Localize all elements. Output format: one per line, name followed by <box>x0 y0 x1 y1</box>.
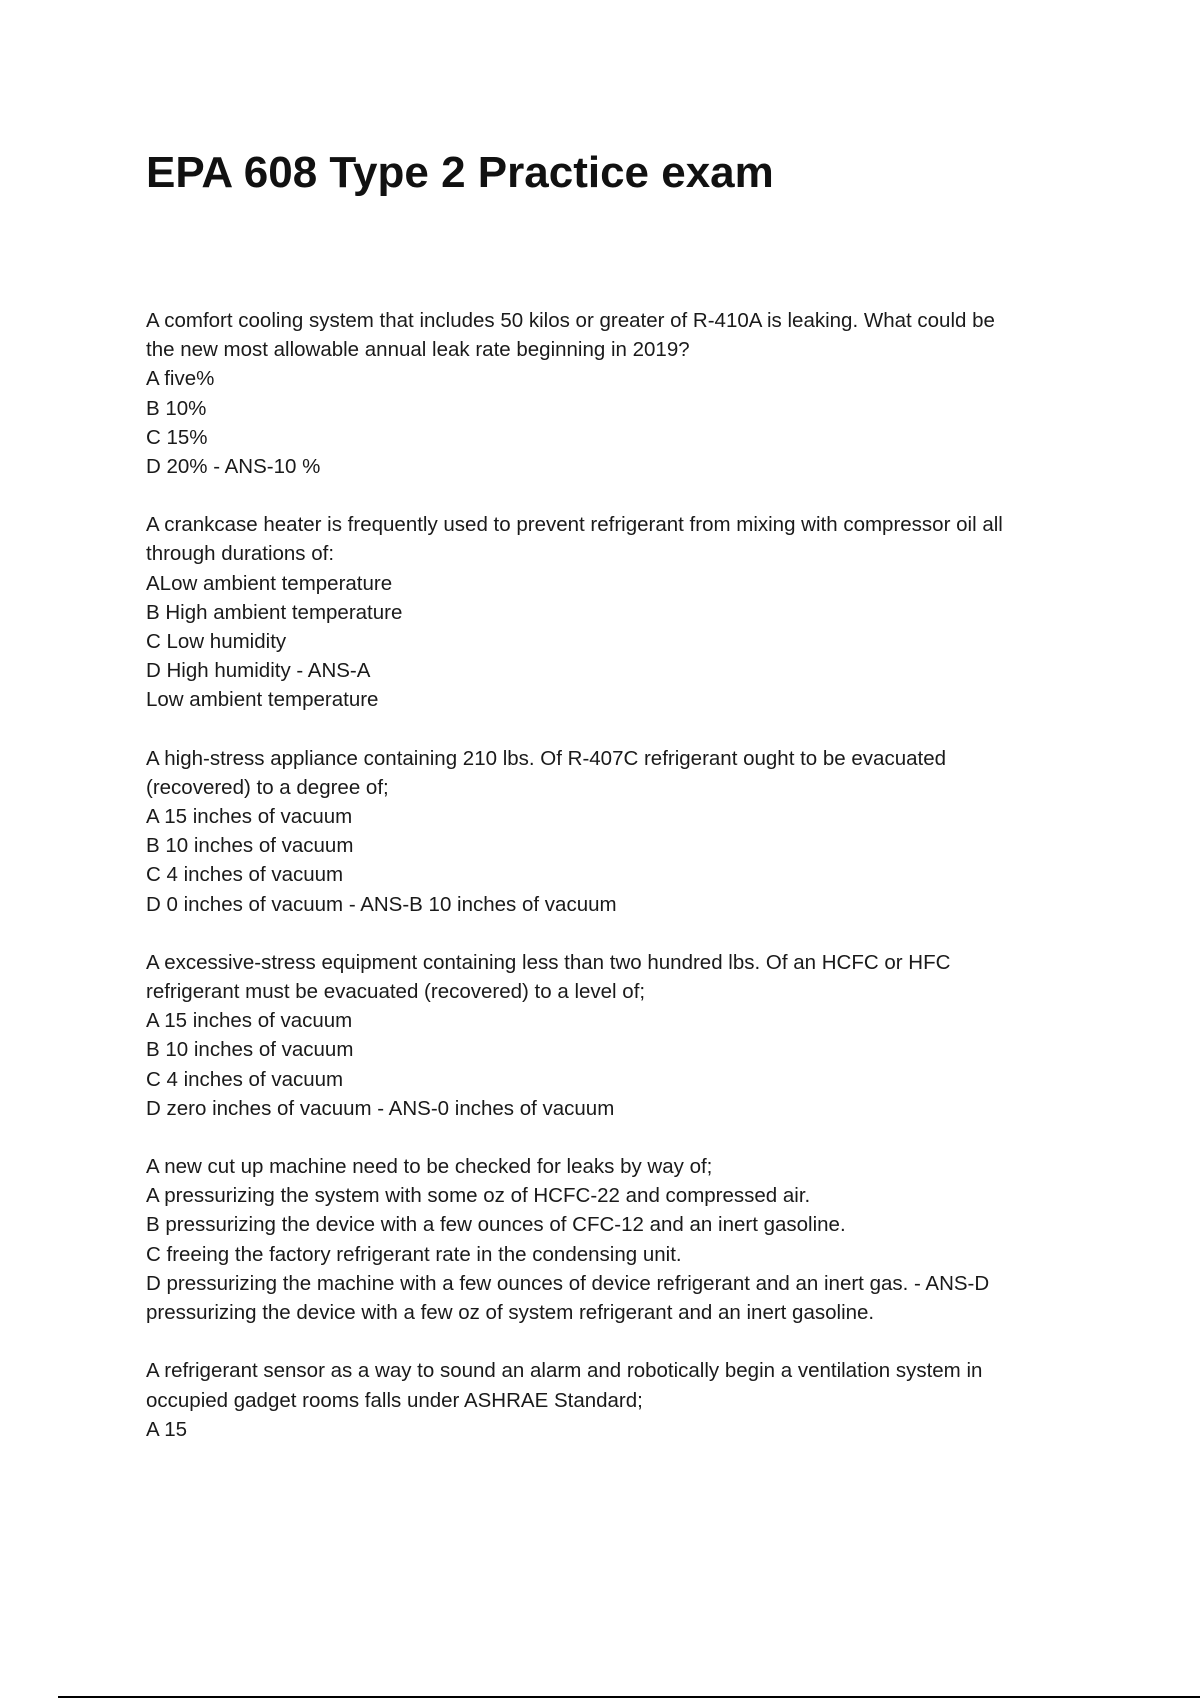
question-block-3 <box>146 744 1096 919</box>
answer-option: B pressurizing the device with a few ounces of CFC-12 and an inert gasoline. <box>146 1213 846 1237</box>
answer-option: A 15 <box>146 1417 188 1441</box>
question-block-1 <box>146 306 1096 481</box>
answer-option: A five% <box>146 367 215 391</box>
answer-option-with-key: D High humidity - ANS-A <box>146 659 371 683</box>
answer-option: C 15% <box>146 425 208 449</box>
question-block-2 <box>146 510 1096 714</box>
answer-option: B High ambient temperature <box>146 600 403 624</box>
question-block-6 <box>146 1356 1096 1444</box>
answer-key-text: pressurizing the device with a few oz of system refrigerant and an inert gasoline. <box>146 1301 875 1325</box>
question-text-line: A excessive-stress equipment containing less than two hundred lbs. Of an HCFC or HFC <box>146 950 951 974</box>
answer-option: B 10 inches of vacuum <box>146 834 354 858</box>
question-text-line: the new most allowable annual leak rate beginning in 2019? <box>146 338 690 362</box>
answer-option: A pressurizing the system with some oz of HCFC-22 and compressed air. <box>146 1184 811 1208</box>
answer-option-with-key: D pressurizing the machine with a few ounces of device refrigerant and an inert gas. - ANS-D <box>146 1271 990 1295</box>
question-text-line: refrigerant must be evacuated (recovered) to a level of; <box>146 980 646 1004</box>
question-list <box>146 306 1096 1473</box>
answer-option: C 4 inches of vacuum <box>146 863 344 887</box>
answer-option-with-key: D zero inches of vacuum - ANS-0 inches of vacuum <box>146 1096 615 1120</box>
answer-option: ALow ambient temperature <box>146 571 393 595</box>
answer-key-text: Low ambient temperature <box>146 688 379 712</box>
question-text-line: A refrigerant sensor as a way to sound an alarm and robotically begin a ventilation system in <box>146 1359 983 1383</box>
question-block-4 <box>146 948 1096 1123</box>
answer-option: A 15 inches of vacuum <box>146 1009 353 1033</box>
question-text-line: A new cut up machine need to be checked for leaks by way of; <box>146 1155 713 1179</box>
answer-option: A 15 inches of vacuum <box>146 805 353 829</box>
question-text-line: A comfort cooling system that includes 50 kilos or greater of R-410A is leaking. What could be <box>146 309 995 332</box>
answer-option: C Low humidity <box>146 630 287 654</box>
question-block-5 <box>146 1152 1096 1327</box>
answer-option: B 10 inches of vacuum <box>146 1038 354 1062</box>
answer-option: C freeing the factory refrigerant rate in the condensing unit. <box>146 1242 682 1266</box>
answer-option-with-key: D 20% - ANS-10 % <box>146 455 321 479</box>
question-text-line: A crankcase heater is frequently used to prevent refrigerant from mixing with compressor oil all <box>146 513 1003 537</box>
page-bottom-divider <box>58 1696 1200 1698</box>
answer-option: C 4 inches of vacuum <box>146 1067 344 1091</box>
answer-option: B 10% <box>146 396 207 420</box>
page-title: EPA 608 Type 2 Practice exam <box>146 148 774 197</box>
question-text-line: (recovered) to a degree of; <box>146 775 389 799</box>
question-text-line: A high-stress appliance containing 210 lbs. Of R-407C refrigerant ought to be evacuated <box>146 746 946 770</box>
question-text-line: through durations of: <box>146 542 335 566</box>
question-text-line: occupied gadget rooms falls under ASHRAE Standard; <box>146 1388 643 1412</box>
answer-option-with-key: D 0 inches of vacuum - ANS-B 10 inches of vacuum <box>146 892 617 916</box>
